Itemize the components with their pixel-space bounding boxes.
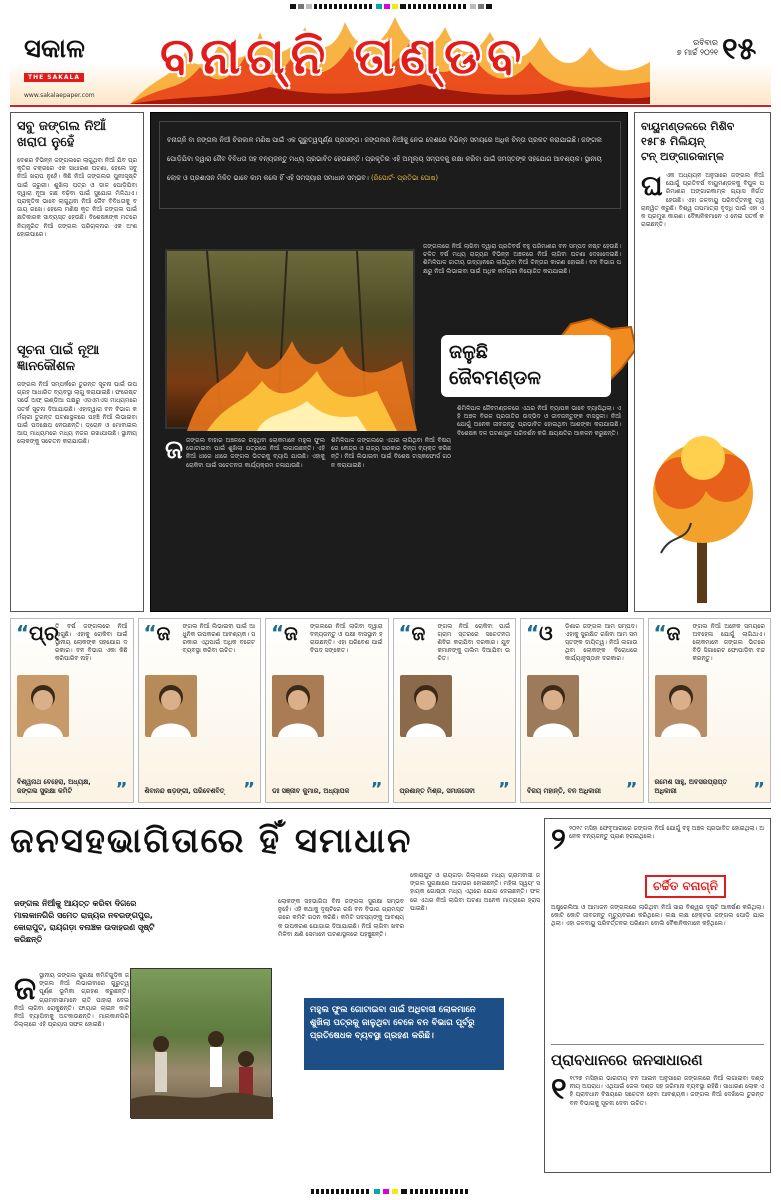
registration-marks-bottom <box>0 1186 781 1196</box>
opinion-initial: ଜ <box>284 621 298 645</box>
opinion-card <box>265 618 389 803</box>
left-body-2: ଜଙ୍ଗଲ ନିଆଁ ସମ୍ପର୍କରେ ତୁରନ୍ତ ସୂଚନା ପାଇଁ ଉପଗ୍ରହ ଆଧାରିତ ବ୍ୟବସ୍ଥା ଲାଗୁ କରାଯାଇଛି। ଫରେଷ୍ଟ ସର୍ଭେ ଅଫ୍ ଇଣ୍ଡିଆ ପକ୍ଷରୁ ଏସଏମଏସ ମାଧ୍ୟମରେ ସତର୍କ ସୂଚନା ଦିଆଯାଉଛି। ଏହାଦ୍ୱାରା ବନ ବିଭାଗ କର୍ମଚାରୀ ତୁରନ୍ତ ଘଟଣାସ୍ଥଳରେ ପହଞ୍ଚି ନିଆଁ ଲିଭାଇବା ପାଇଁ ପଦକ୍ଷେପ ନେଉଛନ୍ତି। ଡ୍ରୋନ ଓ ମୋବାଇଲ ଆପ୍ ମାଧ୍ୟମରେ ମଧ୍ୟ ନଜର ରଖାଯାଉଛି। ସ୍ଥାନୀୟ ଲୋକଙ୍କୁ ସଚେତନ କରାଯାଉଛି। <box>17 381 139 446</box>
center-intro-box <box>159 121 621 209</box>
avatar <box>272 675 324 737</box>
drop-cap-1: ୧ <box>551 1072 567 1107</box>
opinion-body-continued <box>201 675 256 765</box>
opinion-body-continued <box>73 675 128 765</box>
opinion-body-continued <box>583 675 638 765</box>
sidebar-badge: ଚର୍ଚ୍ଚିତ ବନାଗ୍ନି <box>645 875 726 898</box>
date-box <box>660 38 718 58</box>
opinion-initial: ଜ <box>156 621 171 645</box>
close-quote-icon: ” <box>753 779 765 800</box>
opinion-card <box>520 618 644 803</box>
opinion-row <box>10 618 771 803</box>
opinion-body-continued <box>456 675 511 765</box>
center-drop-cap-section <box>165 437 325 607</box>
drop-cap-2: ୨ <box>551 822 566 857</box>
center-lower-mid: ଶିମିଳିପାଳ ଜଙ୍ଗଲରେ ଏଥର ଲାଗିଥିବା ନିଆଁ ବିଷୟରେ କେନ୍ଦ୍ର ଓ ରାଜ୍ୟ ସରକାର ଚିନ୍ତା ବ୍ୟକ୍ତ କରିଛନ୍ତି। ନିଆଁ ଲିଭାଇବା ପାଇଁ ବିଶେଷ ଟାସ୍କଫୋର୍ସ ଗଠନ କରାଯାଇଛି। <box>331 437 451 469</box>
quote-mark-icon: “ <box>16 621 30 645</box>
avatar <box>655 675 707 737</box>
drop-cap-gha: ଘ <box>641 169 663 202</box>
close-quote-icon: ” <box>625 779 638 800</box>
registration-marks-top <box>0 0 781 12</box>
opinion-author: ବିଜୟ ମହାନ୍ତି, ବନ ଅଧିକାରୀ <box>527 787 601 795</box>
close-quote-icon: ” <box>498 779 510 800</box>
date-label: ୭ ମାର୍ଚ୍ଚ ୨୦୨୧ <box>676 48 718 57</box>
brand-logo <box>24 34 124 80</box>
sidebar-badge-body: ଅଷ୍ଟ୍ରେଲିଆ ଓ ଆମାଜନ ଜଙ୍ଗଲରେ ଲାଗିଥିବା ନିଆଁ ସାରା ବିଶ୍ୱର ଦୃଷ୍ଟି ଆକର୍ଷଣ କରିଥିଲା। କୋଟି କୋଟି ଜୀବଜନ୍ତୁ ମୃତ୍ୟୁବରଣ କରିଥିଲେ। ଲକ୍ଷ ଲକ୍ଷ ହେକ୍ଟର ଜଙ୍ଗଲ ପୋଡ଼ି ଯାଇଥିଲା। ଏହା ଜଳବାୟୁ ପରିବର୍ତ୍ତନର ପରିଣାମ ବୋଲି ବୈଜ୍ଞାନିକମାନେ କହିଥିଲେ। <box>551 904 766 928</box>
opinion-card <box>138 618 262 803</box>
sidebar-top-body: ୨୦୧୯ ମସିହା ଫେବୃଆରୀରେ ଜଙ୍ଗଲ ନିଆଁ ଯୋଗୁଁ ବହୁ ଅଞ୍ଚଳ ପ୍ରଭାବିତ ହୋଇଥିଲା। ଅନେକ ବନ୍ୟଜନ୍ତୁ ପ୍ରାଣ ହରାଇଥିଲେ। <box>568 825 764 841</box>
opinion-body: ଙ୍ଗଲରେ ନିଆଁ ଲାଗିବା ଦ୍ୱାରା ବନ୍ୟଜନ୍ତୁ ଓ ପକ୍ଷୀ ବାସସ୍ଥାନ ହରାଉଛନ୍ତି। ଏହା ପରିବେଶ ପାଇଁ ବିପଦ ସଙ୍କେତ। <box>310 623 385 654</box>
page-number: ୧୫ <box>722 32 757 67</box>
opinion-initial: ଜ <box>411 621 426 645</box>
opinion-initial: ଓ <box>539 621 553 645</box>
day-label: ରବିବାର <box>693 38 718 47</box>
bottom-headline: ଜନସହଭାଗିତାରେ ହିଁ ସମାଧାନ <box>10 821 413 861</box>
masthead <box>10 12 771 104</box>
opinion-card <box>648 618 772 803</box>
page-title: ବନାଗ୍ନି ତାଣ୍ଡବ <box>160 27 528 85</box>
quote-mark-icon: “ <box>653 621 667 645</box>
close-quote-icon: ” <box>370 779 383 800</box>
opinion-body: ଙ୍ଗଲ ନିଆଁ ରୋକିବା ପାଇଁ ଗ୍ରାମ ସ୍ତରରେ ସଚେତନତା ଶିବିର କରାଯିବା ଦରକାର। ଯୁବକମାନଙ୍କୁ ତାଲିମ ଦିଆଯିବା ଉଚିତ। <box>437 623 512 662</box>
opinion-author: ରମେଶ ସାହୁ, ଅବସରପ୍ରାପ୍ତ ଅଧିକାରୀ <box>654 778 728 795</box>
pull-quote-text: ମହୁଲ ଫୁଲ ଗୋଟାଇବା ପାଇଁ ଅଧିବାସୀ ଲୋକମାନେ ଶୁଖିଲା ପତ୍ରକୁ ଜାଳୁଥିବା ବେଳେ ବନ ବିଭାଗ ପୂର୍ବରୁ ପ୍ରତିଷେଧକ ବ୍ୟବସ୍ଥା ଗ୍ରହଣ କରିଛି। <box>310 1005 476 1041</box>
quote-mark-icon: “ <box>526 621 540 645</box>
bottom-body-right: କୋରାପୁଟ ଓ ରାୟଗଡ଼ା ଜିଲ୍ଲାରେ ମଧ୍ୟ ଗ୍ରାମବାସୀ ଜଙ୍ଗଲ ସୁରକ୍ଷାରେ ଆଗଭର ହୋଇଛନ୍ତି। ମହିଳା ସ୍ୱୟଂ ସହାୟକ ଗୋଷ୍ଠୀ ମଧ୍ୟ ଏଥିରେ ଯୋଗ ଦେଇଛନ୍ତି। ଫଳରେ ଏଥର ନିଆଁ ଲାଗିବା ଘଟଣା ଅନେକ ମାତ୍ରାରେ ହ୍ରାସ ପାଇଛି। <box>410 872 542 912</box>
center-lower-mid-box <box>331 437 451 607</box>
left-headline-1: ସବୁ ଜଙ୍ଗଲ ନିଆଁ ଖରାପ ନୁହେଁ <box>17 119 106 150</box>
drop-cap-ja: ଜ <box>165 435 183 465</box>
bottom-body-mid: ଲୋକଙ୍କ ସହଭାଗିତା ବିନା ଜଙ୍ଗଲ ସୁରକ୍ଷା ସମ୍ଭବ ନୁହେଁ। ଏହି କଥାକୁ ଦୃଷ୍ଟିରେ ରଖି ବନ ବିଭାଗ ଗ୍ରାମସ୍ତରରେ କମିଟି ଗଠନ କରିଛି। କମିଟି ସଦସ୍ୟଙ୍କୁ ଆବଶ୍ୟକ ଉପକରଣ ଯୋଗାଇ ଦିଆଯାଇଛି। ନିଆଁ ଲାଗିବା ଖବର ମିଳିବା କ୍ଷଣି ସେମାନେ ଘଟଣାସ୍ଥଳରେ ପହଞ୍ଚୁଛନ୍ତି। <box>278 898 406 938</box>
right-body: ଏକ ଅଧ୍ୟୟନ ଅନୁସାରେ ଜଙ୍ଗଲ ନିଆଁ ଯୋଗୁଁ ପ୍ରତିବର୍ଷ ବାୟୁମଣ୍ଡଳକୁ ବିପୁଳ ପରିମାଣର ଅଙ୍ଗାରକାମ୍ଳ ଗ୍ୟାସ ନିର୍ଗତ ହେଉଛି। ଏହା ଜଳବାୟୁ ପରିବର୍ତ୍ତନକୁ ତ୍ୱରାନ୍ୱିତ କରୁଛି। ବିଶ୍ୱ ତାପମାତ୍ରା ବୃଦ୍ଧି ପାଇଁ ଏହା ଏକ ପ୍ରମୁଖ କାରଣ। ବୈଜ୍ଞାନିକମାନେ ଏ ନେଇ ସତର୍କ କରାଇଛନ୍ତି। <box>641 172 766 229</box>
opinion-author: ପ୍ରଶାନ୍ତ ମିଶ୍ର, ସମାଜସେବୀ <box>399 787 475 795</box>
right-column <box>634 112 771 612</box>
opinion-body: ଙ୍ଗଲ ନିଆଁ ଲିଭାଇବା ପାଇଁ ଆଧୁନିକ ଉପକରଣ ଆବଶ୍ୟକ। ସରକାର ଏଥିପାଇଁ ଅଧିକ ବଜେଟ ବ୍ୟବସ୍ଥା କରିବା ଉଚିତ। <box>182 623 257 654</box>
center-right-body: ଜଙ୍ଗଲରେ ନିଆଁ ଲାଗିବା ଦ୍ୱାରା ପ୍ରତିବର୍ଷ ବହୁ ପରିମାଣର ବନ ସମ୍ପଦ ନଷ୍ଟ ହେଉଛି। ଚଳିତ ବର୍ଷ ମଧ୍ୟ ରାଜ୍ୟର ବିଭିନ୍ନ ଅଞ୍ଚଳରେ ନିଆଁ ଲାଗିବା ଘଟଣା ଦେଖାଦେଇଛି। ଶିମିଳିପାଳ ଜାତୀୟ ଉଦ୍ୟାନରେ ଲାଗିଥିବା ନିଆଁ ଚିନ୍ତାର କାରଣ ହୋଇଛି। ବନ ବିଭାଗ ପକ୍ଷରୁ ନିଆଁ ଲିଭାଇବା ପାଇଁ ଅଧିକ କର୍ମଚାରୀ ନିୟୋଜିତ କରାଯାଇଛି। <box>423 243 623 275</box>
sidebar-body-2: ୧୯୨୭ ମସିହାର ଭାରତୀୟ ବନ ଆଇନ ଅନୁସାରେ ଜଙ୍ଗଲରେ ନିଆଁ ଲଗାଇବା ଦଣ୍ଡନୀୟ ଅପରାଧ। ଏଥିପାଇଁ ଜେଲ ଦଣ୍ଡ ସହ ଜରିମାନା ବ୍ୟବସ୍ଥା ରହିଛି। ସାଧାରଣ ଲୋକ ଏହି ପ୍ରାବଧାନ ବିଷୟରେ ସଚେତନ ହେବା ଆବଶ୍ୟକ। ଜଙ୍ଗଲ ନିଆଁ ଦେଖିଲେ ତୁରନ୍ତ ବନ ବିଭାଗକୁ ସୂଚନା ଦେବା ଉଚିତ। <box>569 1075 766 1107</box>
bottom-top-rule <box>10 808 771 809</box>
opinion-author: ଶିବାନନ୍ଦ ଷଡ଼ଙ୍ଗୀ, ପରିବେଶବିତ୍ <box>144 787 225 795</box>
opinion-card <box>393 618 517 803</box>
bottom-photo <box>130 968 272 1118</box>
right-headline: ବାୟୁମଣ୍ଡଳରେ ମିଶିବ ୧୫୮୫ ମିଲିୟନ୍ ଟନ୍ ଅଙ୍ଗାରକାମ୍ଳ <box>641 120 735 163</box>
epaper-url: www.sakalaepaper.com <box>24 92 95 99</box>
bottom-body-left: ସ୍ଥାନୀୟ ଜଙ୍ଗଲ ସୁରକ୍ଷା କମିଟିଗୁଡ଼ିକ ଜଙ୍ଗଲ ନିଆଁ ଲିଭାଇବାରେ ଗୁରୁତ୍ୱପୂର୍ଣ୍ଣ ଭୂମିକା ଗ୍ରହଣ କରୁଛନ୍ତି। ଗ୍ରାମବାସୀମାନେ ରାତି ପାହାରା ଦେଇ ନିଆଁ ଲାଗିବା ରୋକୁଛନ୍ତି। ଫାୟାର ଲାଇନ କାଟି ନିଆଁ ବ୍ୟାପିବାକୁ ଅଟକାଉଛନ୍ତି। ମାଲକାନଗିରି ଜିଲ୍ଲାରେ ଏହି ପ୍ରୟାସ ସଫଳ ହୋଇଛି। <box>14 972 129 1029</box>
logo-text: ସକାଳ <box>24 34 85 64</box>
avatar <box>527 675 579 737</box>
opinion-body: ଙ୍ଗଲ ନିଆଁ ଅନେକ ସମୟରେ ଅବହେଳା ଯୋଗୁଁ ଲାଗିଥାଏ। ଲୋକମାନେ ଜଙ୍ଗଲ ଭିତରେ ବିଡ଼ି ସିଗାରେଟ ଫୋପାଡ଼ିବା ବନ୍ଦ କରନ୍ତୁ। <box>692 623 767 662</box>
burning-tree-graphic <box>641 413 766 603</box>
forest-fire-photo <box>165 249 415 429</box>
opinion-body-continued <box>328 675 383 765</box>
quote-mark-icon: “ <box>143 621 157 645</box>
quote-mark-icon: “ <box>271 621 285 645</box>
masthead-rule <box>10 105 771 107</box>
center-lower-right: ଶିମିଳିପାଳ ଜୈବମଣ୍ଡଳରେ ଏଥର ନିଆଁ ବ୍ୟାପକ ଭାବେ ବ୍ୟାପିଥିଲା। ଏହି ଅଞ୍ଚଳ ବିରଳ ପ୍ରଜାତିର ଉଦ୍ଭିଦ ଓ ଜୀବଜନ୍ତୁଙ୍କ ବାସସ୍ଥଳୀ। ନିଆଁ ଯୋଗୁଁ ଅନେକ ଜୀବଜନ୍ତୁ ପ୍ରଭାବିତ ହୋଇଥିବା ଆଶଙ୍କା କରାଯାଉଛି। ବିଶେଷଜ୍ଞ ଦଳ ଘଟଣାସ୍ଥଳ ପରିଦର୍ଶନ କରି କ୍ଷୟକ୍ଷତିର ଆକଳନ କରୁଛନ୍ତି। <box>457 405 623 437</box>
center-intro: ବନାଗ୍ନି ବା ଜଙ୍ଗଲ ନିଆଁ ଚିରକାଳ ମଣିଷ ପାଇଁ ଏକ ଗୁରୁତ୍ୱପୂର୍ଣ୍ଣ ପ୍ରସଙ୍ଗ। ଜଙ୍ଗଲର ନିଆଁକୁ ନେଇ ଦେଶରେ ବିଭିନ୍ନ ସମୟରେ ଅଧିକ ଚିନ୍ତା ପ୍ରକଟ କରାଯାଇଛି। ଜଙ୍ଗଲ ପୋଡ଼ିଯିବା ଦ୍ୱାରା ଜୈବ ବିବିଧତା ସହ ବନ୍ୟଜନ୍ତୁ ମଧ୍ୟ ପ୍ରଭାବିତ ହେଉଛନ୍ତି। ପ୍ରକୃତିର ଏହି ଅମୂଲ୍ୟ ସମ୍ପଦକୁ ରକ୍ଷା କରିବା ପାଇଁ ସମସ୍ତଙ୍କ ସହଯୋଗ ଆବଶ୍ୟକ। ସ୍ଥାନୀୟ ଲୋକ ଓ ପ୍ରଶାସନ ମିଳିତ ଭାବେ କାମ କଲେ ହିଁ ଏହି ସମସ୍ୟାର ସମାଧାନ ସମ୍ଭବ। <box>167 136 605 182</box>
drop-cap-ja-2: ଜ <box>14 969 37 1007</box>
left-column <box>10 112 144 612</box>
opinion-initial: ଜ <box>666 621 681 645</box>
pull-quote <box>304 998 504 1070</box>
quote-mark-icon: “ <box>398 621 412 645</box>
center-byline: (ରିପୋର୍ଟ- ପ୍ରତିଭା ଘୋଷ) <box>370 174 439 182</box>
bottom-subhead: ଜଙ୍ଗଲ ନିଆଁକୁ ଆୟତ୍ତ କରିବା ଦିଗରେ ମାଲକାନଗିରି ସମେତ ରାଜ୍ୟର ନବରଙ୍ଗପୁର, କୋରାପୁଟ, ରାୟଗଡ଼ା ବନାଞ୍ଚଳ ଉଦାହରଣ ସୃଷ୍ଟି କରିଛନ୍ତି <box>14 899 155 944</box>
opinion-author: ବିଶ୍ୱନାଥ ବେହେରା, ଅଧ୍ୟକ୍ଷ, ଜଙ୍ଗଲ ସୁରକ୍ଷା କମିଟି <box>17 778 91 795</box>
bottom-drop-cap-box <box>14 969 129 1172</box>
opinion-body: ଡ଼ିଶାର ଜଙ୍ଗଲ ଆମ ସମ୍ପଦ। ଏହାକୁ ସୁରକ୍ଷିତ ରଖିବା ଆମ ସମସ୍ତଙ୍କ ଦାୟିତ୍ୱ। ନିଆଁ ଲଗାଉଥିବା ଲୋକଙ୍କ ବିରୋଧରେ କାର୍ଯ୍ୟାନୁଷ୍ଠାନ ଦରକାର। <box>565 623 640 662</box>
center-lower-left: ଜଙ୍ଗଲ ବାହାର ଅଞ୍ଚଳରେ ରହୁଥିବା ଲୋକମାନେ ମହୁଲ ଫୁଲ ଗୋଟାଇବା ପାଇଁ ଶୁଖିଲା ପତ୍ରରେ ନିଆଁ ଲଗାଉଛନ୍ତି। ଏହି ନିଆଁ ଧୀରେ ଧୀରେ ଜଙ୍ଗଲ ଭିତରକୁ ବ୍ୟାପି ଯାଉଛି। ଏହାକୁ ରୋକିବା ପାଇଁ ସଚେତନତା କାର୍ଯ୍ୟକ୍ରମ ଚଳାଯାଉଛି। <box>185 437 327 469</box>
avatar <box>400 675 452 737</box>
opinion-body: ତି ବର୍ଷ ଜଙ୍ଗଲରେ ନିଆଁ ଲାଗୁଛି। ଏହାକୁ ରୋକିବା ପାଇଁ ସ୍ଥାନୀୟ ଲୋକଙ୍କ ସହଯୋଗ ଦରକାର। ବନ ବିଭାଗ ଏକା କିଛି କରିପାରିବ ନାହିଁ। <box>55 623 130 662</box>
close-quote-icon: ” <box>115 779 128 800</box>
close-quote-icon: ” <box>243 779 255 800</box>
center-lower-right-box <box>457 405 621 605</box>
opinion-card <box>10 618 134 803</box>
sidebar-box <box>544 818 771 1173</box>
left-headline-2: ସୂଚନା ପାଇଁ ନୂଆ ଜ୍ଞାନକୌଶଳ <box>17 343 100 374</box>
sidebar-headline-2: ପ୍ରାବଧାନରେ ଜନସାଧାରଣ <box>551 1044 764 1071</box>
avatar <box>17 675 69 737</box>
jaiva-title: ଜଳୁଛି ଜୈବମଣ୍ଡଳ <box>441 335 611 397</box>
avatar <box>145 675 197 737</box>
opinion-author: ଡଃ ସଞ୍ଜୀବ କୁମାର, ଅଧ୍ୟାପକ <box>272 787 350 795</box>
left-body-1: ଦେଶର ବିଭିନ୍ନ ଜଙ୍ଗଲରେ ଲାଗୁଥିବା ନିଆଁ ଯିବ ପ୍ରକୃତିର ଚକ୍ରରେ ଏକ ସାଧାରଣ ଘଟଣା, ହେଲେ ସବୁ ନିଆଁ ଖରାପ ନୁହେଁ। କିଛି ନିଆଁ ଜଙ୍ଗଲର ପୁନଃସୃଷ୍ଟି ପାଇଁ ଜରୁରୀ। ଶୁଖିଲା ପତ୍ର ଓ ଡାଳ ପୋଡ଼ିଯିବା ଦ୍ୱାରା ନୂଆ ଗଛ ବଢ଼ିବା ପାଇଁ ସୁଯୋଗ ମିଳିଥାଏ। ପ୍ରାକୃତିକ ଭାବେ ଲାଗୁଥିବା ନିଆଁ ଜୈବ ବିବିଧତାକୁ ବଜାୟ ରଖେ। ହେଲେ ମଣିଷ କୃତ ନିଆଁ ଜଙ୍ଗଲ ପାଇଁ କ୍ଷତିକାରକ ସାବ୍ୟସ୍ତ ହେଉଛି। ବିଶେଷଜ୍ଞଙ୍କ ମତରେ ନିୟନ୍ତ୍ରିତ ନିଆଁ ଜଙ୍ଗଲ ପରିଚାଳନାର ଏକ ଅଂଶ ହୋଇପାରେ। <box>17 157 139 238</box>
center-feature <box>150 112 628 612</box>
opinion-body-continued <box>711 675 766 765</box>
opinion-initial: ପ୍ର <box>29 621 60 645</box>
logo-subtitle: THE SAKALA <box>24 73 84 82</box>
